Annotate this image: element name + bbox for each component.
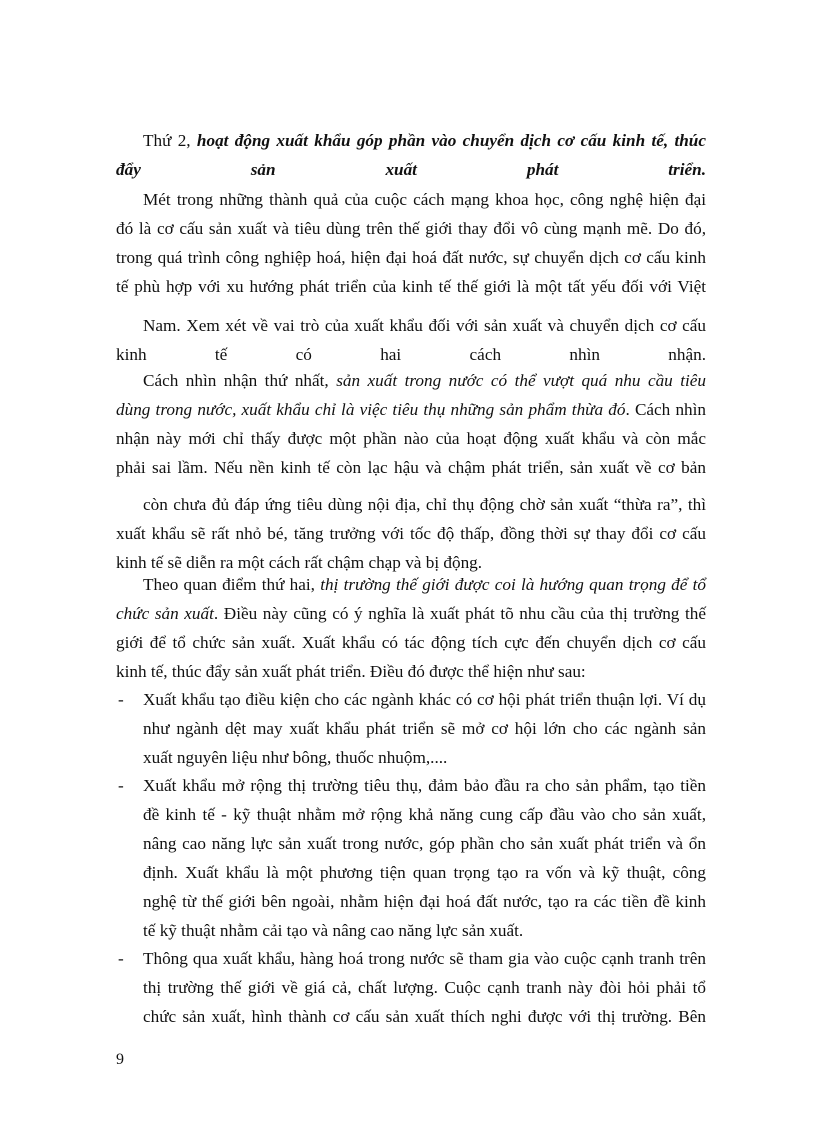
list-line: đề kinh tế - kỹ thuật nhằm mở rộng khả năng cung cấp đầu vào cho sản xuất, xyxy=(143,805,706,824)
p3-line: phải sai lầm. Nếu nền kinh tế còn lạc hậu và chậm phát triển, sản xuất về cơ bản xyxy=(116,458,706,477)
p3-line: còn chưa đủ đáp ứng tiêu dùng nội địa, chỉ thụ động chờ sản xuất “thừa ra”, thì xyxy=(143,495,706,514)
paragraph-2 xyxy=(116,185,706,369)
p4-emphasis-1: thị trường thế giới được coi là hướng quan trọng để tổ xyxy=(320,575,706,594)
p3-line-2 xyxy=(116,395,706,424)
list-item-text xyxy=(143,944,706,1031)
p4-lead: Theo quan điểm thứ hai, xyxy=(143,575,321,594)
list-item-text xyxy=(143,771,706,945)
p4-tail: . Điều này cũng có ý nghĩa là xuất phát tõ nhu cầu của thị trường thế xyxy=(213,604,706,623)
list-item xyxy=(116,685,706,772)
list-dash: - xyxy=(118,949,124,968)
list-item xyxy=(116,771,706,945)
p3-emphasis-1: sản xuất trong nước có thể vượt quá nhu cầu tiêu xyxy=(336,371,706,390)
p3-line: nhận này mới chỉ thấy được một phần nào của hoạt động xuất khẩu và còn mắc xyxy=(116,429,706,448)
list-line: Xuất khẩu mở rộng thị trường tiêu thụ, đảm bảo đầu ra cho sản phẩm, tạo tiền xyxy=(143,776,706,795)
page-number: 9 xyxy=(116,1051,124,1068)
p2-line: tế phù hợp với xu hướng phát triển của kinh tế thế giới là một tất yếu đối với Việt xyxy=(116,277,706,296)
list-line: nghệ từ thế giới bên ngoài, nhằm hiện đại hoá đất nước, tạo ra các tiền đề kinh xyxy=(143,892,706,911)
list-line: Xuất khẩu tạo điều kiện cho các ngành khác có cơ hội phát triển thuận lợi. Ví dụ xyxy=(143,690,706,709)
p1-emphasis-1: hoạt động xuất khẩu góp phần vào chuyển dịch cơ cấu kinh tế, thúc xyxy=(196,131,706,150)
p1-line-1 xyxy=(116,126,706,155)
list-line: tế kỹ thuật nhằm cải tạo và nâng cao năng lực sản xuất. xyxy=(143,921,524,940)
paragraph-4 xyxy=(116,570,706,686)
p3-line: xuất khẩu sẽ rất nhỏ bé, tăng trưởng với tốc độ thấp, đồng thời sự thay đổi cơ cấu xyxy=(116,524,706,543)
paragraph-1 xyxy=(116,126,706,184)
list-dash: - xyxy=(118,776,124,795)
p1-line-2 xyxy=(116,155,706,184)
p1-end: . xyxy=(701,160,706,179)
p2-line: kinh tế có hai cách nhìn nhận. xyxy=(116,345,706,364)
p3-lead: Cách nhìn nhận thứ nhất, xyxy=(143,371,337,390)
list-dash: - xyxy=(118,690,124,709)
p3-tail: . Cách nhìn xyxy=(625,400,707,419)
p4-emphasis-2: chức sản xuất xyxy=(116,604,214,623)
p4-line: giới để tổ chức sản xuất. Xuất khẩu có tác động tích cực đến chuyển dịch cơ cấu xyxy=(116,633,706,652)
p1-emphasis-2: đẩy sản xuất phát triển xyxy=(116,160,702,179)
list-item xyxy=(116,944,706,1031)
p2-line: Mét trong những thành quả của cuộc cách mạng khoa học, công nghệ hiện đại xyxy=(143,190,706,209)
list-line: Thông qua xuất khẩu, hàng hoá trong nước sẽ tham gia vào cuộc cạnh tranh trên xyxy=(143,949,706,968)
list-line: thị trường thế giới về giá cả, chất lượng. Cuộc cạnh tranh này đòi hỏi phải tổ xyxy=(143,978,706,997)
list-item-text xyxy=(143,685,706,772)
p1-lead: Thứ 2, xyxy=(143,131,197,150)
p4-line-1 xyxy=(116,570,706,599)
p2-line: đó là cơ cấu sản xuất và tiêu dùng trên thế giới thay đổi vô cùng mạnh mẽ. Do đó, xyxy=(116,219,706,238)
p4-line-2 xyxy=(116,599,706,628)
paragraph-3 xyxy=(116,366,706,577)
list-line: như ngành dệt may xuất khẩu phát triển sẽ mở cơ hội lớn cho các ngành sản xyxy=(143,719,706,738)
p2-line: trong quá trình công nghiệp hoá, hiện đại hoá đất nước, sự chuyển dịch cơ cấu kinh xyxy=(116,248,706,267)
p4-line: kinh tế, thúc đẩy sản xuất phát triển. Điều đó được thể hiện như sau: xyxy=(116,662,586,681)
p3-line: kinh tế sẽ diễn ra một cách rất chậm chạp và bị động. xyxy=(116,553,483,572)
list-line: chức sản xuất, hình thành cơ cấu sản xuất thích nghi được với thị trường. Bên xyxy=(143,1007,706,1026)
list-line: định. Xuất khẩu là một phương tiện quan trọng tạo ra vốn và kỹ thuật, công xyxy=(143,863,706,882)
p3-line-1 xyxy=(116,366,706,395)
p2-line: Nam. Xem xét về vai trò của xuất khẩu đối với sản xuất và chuyển dịch cơ cấu xyxy=(143,316,706,335)
list-line: xuất nguyên liệu như bông, thuốc nhuộm,.... xyxy=(143,748,448,767)
list-line: nâng cao năng lực sản xuất trong nước, góp phần cho sản xuất phát triển và ổn xyxy=(143,834,706,853)
p3-emphasis-2: dùng trong nước, xuất khẩu chỉ là việc tiêu thụ những sản phẩm thừa đó xyxy=(116,400,626,419)
